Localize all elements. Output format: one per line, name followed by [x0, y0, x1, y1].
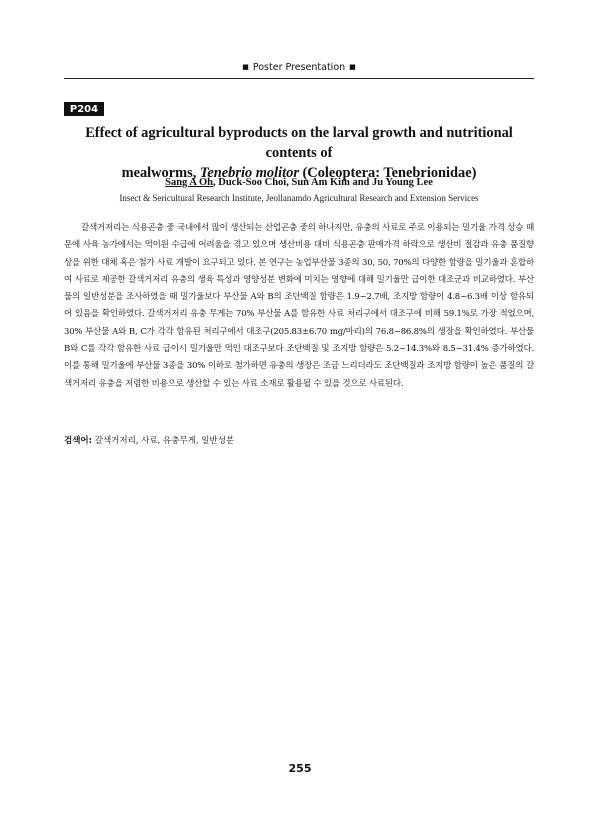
section-title: Poster Presentation — [252, 61, 346, 73]
page-number: 255 — [288, 762, 312, 775]
title-line-1: Effect of agricultural byproducts on the larval growth and nutritional contents of — [85, 125, 513, 161]
section-header — [64, 56, 534, 78]
co-authors: , Duck-Soo Choi, Sun Am Kim and Ju Young Lee — [213, 177, 433, 188]
title-line-2-suffix: (Coleoptera: Tenebrionidae) — [298, 165, 477, 181]
affiliation: Insect & Sericultural Research Institute, Jeollanamdo Agricultural Research and Extension Services — [119, 193, 479, 203]
title-line-2-prefix: mealworms, — [121, 165, 200, 181]
keywords-list: 갈색거저리, 사료, 유충무게, 일반성분 — [92, 436, 235, 446]
poster-code-badge: P204 — [64, 102, 104, 116]
title-species: Tenebrio molitor — [199, 165, 299, 181]
square-bullet-icon: ■ — [349, 63, 356, 71]
header-divider — [64, 78, 534, 79]
keywords — [64, 434, 534, 446]
square-bullet-icon: ■ — [242, 63, 249, 71]
keywords-label: 검색어: — [64, 436, 93, 446]
first-author: Sang A Oh — [165, 177, 213, 188]
abstract-text: 갈색거저리는 식용곤충 중 국내에서 많이 생산되는 산업곤충 중의 하나지만, 유충의 사료로 주로 이용되는 밀기울 가격 상승 때문에 사육 농가에서는 먹이원 수급에 어려움을 겪고 있으며 생산비용 대비 식용곤충 판매가격 하락으로 생산비 절감과 유충 품질향상을 위한 대체 혹은 첨가 사료 개발이 요구되고 있다. 본 연구는 농업부산물 3종의 30, 50, 70%의 다양한 함량을 밀기울과 혼합하여 사료로 제공한 갈색거저리 유충의 생육 특성과 영양성분 변화에 미치는 영향에 대해 밀기울만 급이한 대조군과 비교하였다. 부산물의 일반성분을 조사하였을 때 밀기울보다 부산물 A와 B의 조단백질 함량은 1.9~2.7배, 조지방 함량이 4.8~6.3배 이상 함유되어 있음을 확인하였다. 갈색거저리 유충 무게는 70% 부산물 A를 함유한 사료 처리구에서 대조구에 비해 59.1%로 가장 적었으며, 30% 부산물 A와 B, C가 각각 함유된 처리구에서 대조구(205.83±6.70 mg/마리)의 76.8~86.8%의 생장을 확인하였다. 부산물 B와 C를 각각 함유한 사료 급이시 밀기울만 먹인 대조구보다 조단백질 및 조지방 함량은 5.2~14.3%와 8.5~31.4% 증가하였다. 이를 통해 밀기울에 부산물 3종을 30% 이하로 첨가하면 유충의 생장은 조금 느리더라도 조단백질과 조지방 함량이 높은 품질의 갈색거저리 유충을 저렴한 비용으로 생산할 수 있는 사료 소재로 활용될 수 있을 것으로 사료된다. — [64, 223, 534, 389]
paper-title — [64, 123, 534, 183]
author-list — [64, 177, 534, 188]
